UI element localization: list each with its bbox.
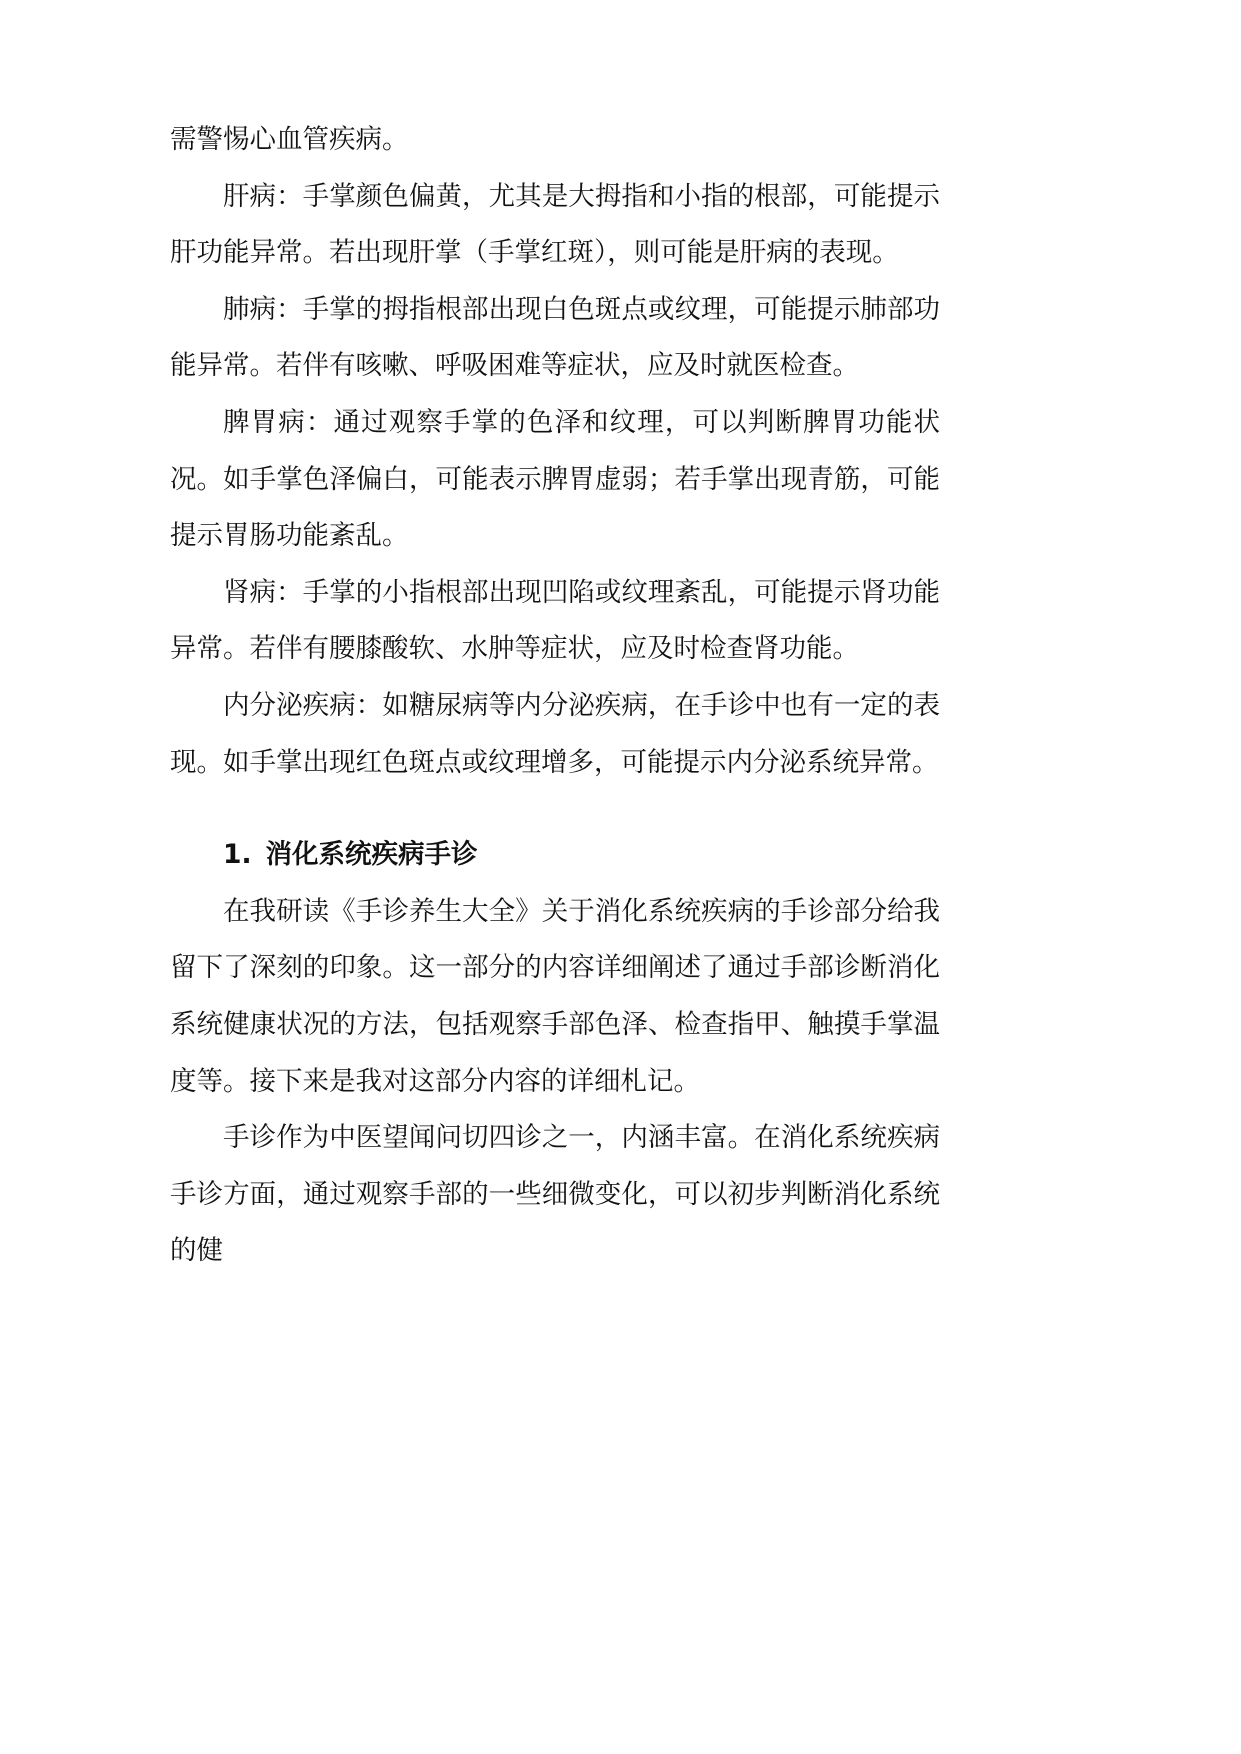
section-heading: [170, 827, 940, 884]
paragraph-reading-notes: 在我研读《手诊养生大全》关于消化系统疾病的手诊部分给我留下了深刻的印象。这一部分的内容详细阐述了通过手部诊断消化系统健康状况的方法，包括观察手部色泽、检查指甲、触摸手掌温度等。接下来是我对这部分内容的详细札记。: [170, 895, 940, 1097]
paragraph-spleen-stomach: 脾胃病：通过观察手掌的色泽和纹理，可以判断脾胃功能状况。如手掌色泽偏白，可能表示脾胃虚弱；若手掌出现青筋，可能提示胃肠功能紊乱。: [170, 406, 940, 552]
document-page: [170, 112, 940, 1280]
paragraph-liver: 肝病：手掌颜色偏黄，尤其是大拇指和小指的根部，可能提示肝功能异常。若出现肝掌（手掌红斑），则可能是肝病的表现。: [170, 180, 940, 269]
paragraph-endocrine: 内分泌疾病：如糖尿病等内分泌疾病，在手诊中也有一定的表现。如手掌出现红色斑点或纹理增多，可能提示内分泌系统异常。: [170, 689, 940, 778]
section-heading-number: 1.: [223, 839, 252, 871]
paragraph-kidney: 肾病：手掌的小指根部出现凹陷或纹理紊乱，可能提示肾功能异常。若伴有腰膝酸软、水肿等症状，应及时检查肾功能。: [170, 576, 940, 665]
continued-paragraph-tail: 需警惕心血管疾病。: [170, 124, 409, 155]
paragraph-lung: 肺病：手掌的拇指根部出现白色斑点或纹理，可能提示肺部功能异常。若伴有咳嗽、呼吸困难等症状，应及时就医检查。: [170, 293, 940, 382]
paragraph-hand-diagnosis-intro: 手诊作为中医望闻问切四诊之一，内涵丰富。在消化系统疾病手诊方面，通过观察手部的一些细微变化，可以初步判断消化系统的健: [170, 1122, 940, 1267]
section-heading-title: 消化系统疾病手诊: [265, 839, 478, 871]
